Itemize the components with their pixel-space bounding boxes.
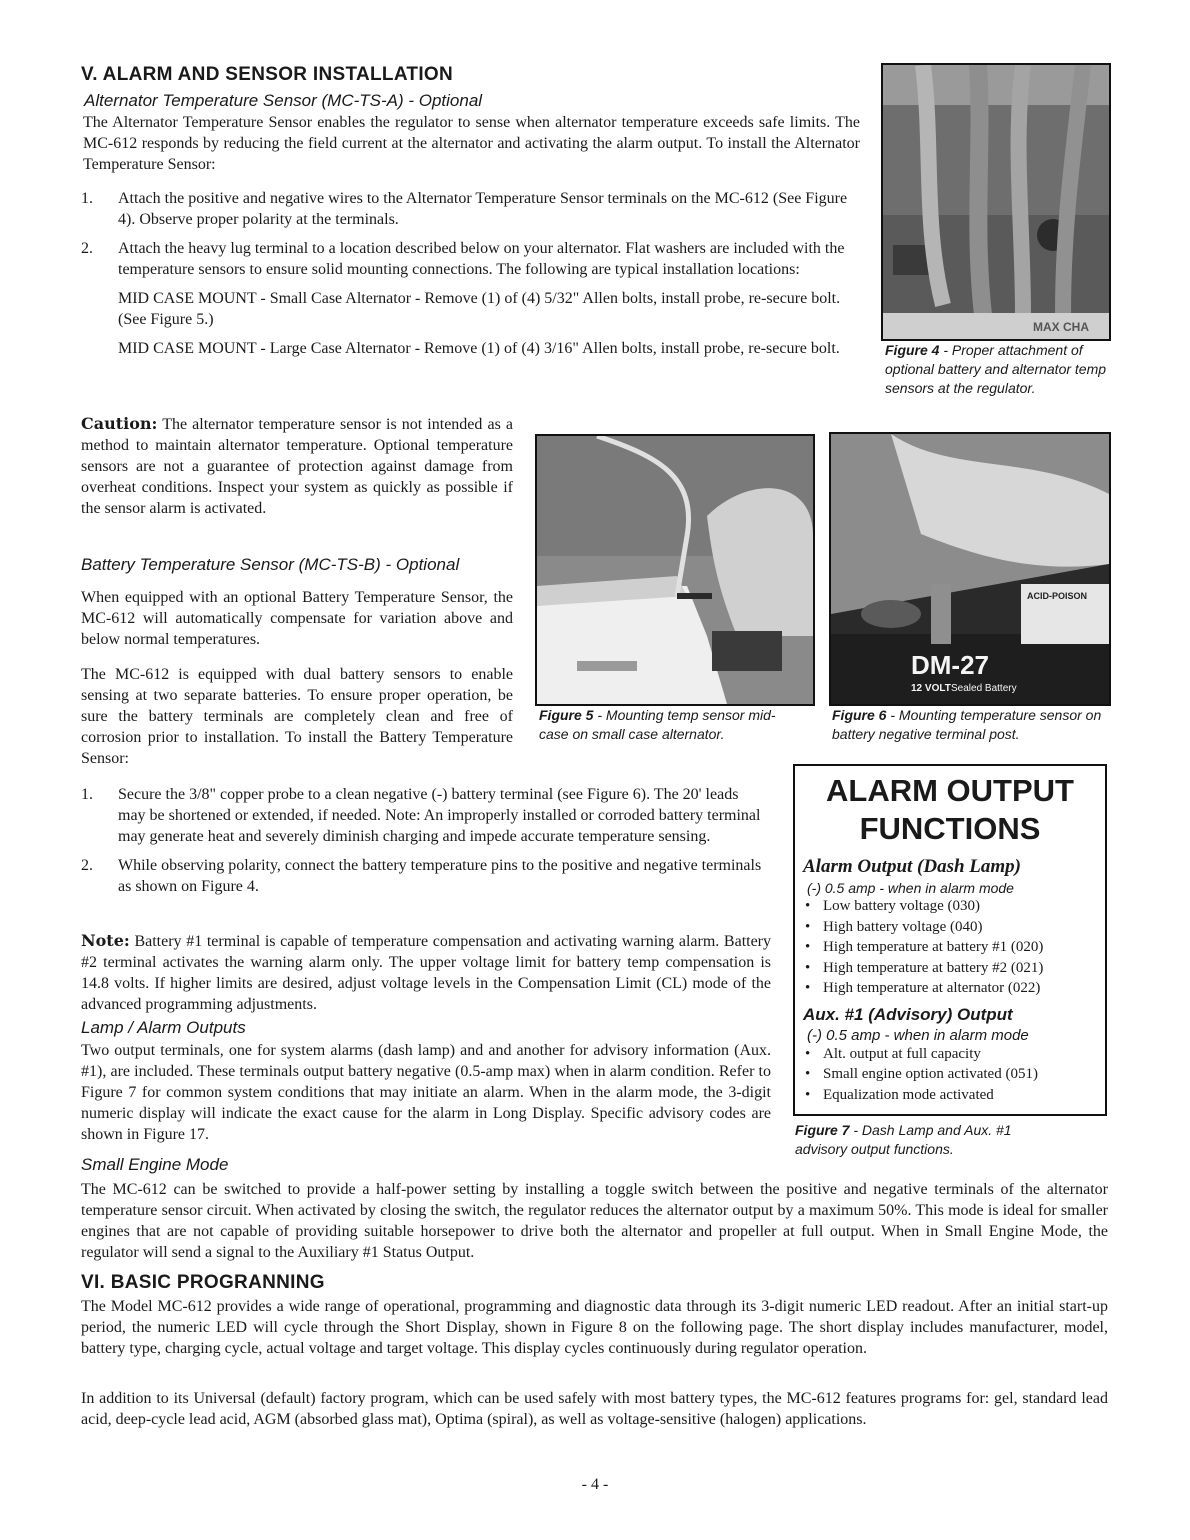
dash-lamp-amp: (-) 0.5 amp - when in alarm mode xyxy=(807,880,1014,896)
caution-text: The alternator temperature sensor is not intended as a method to maintain alternator temperature. Optional temperature sensors are not a guarantee of protection against damage from overheat conditions. Inspect your system as quickly as possible if the sensor alarm is activated. xyxy=(81,416,513,517)
caution-paragraph xyxy=(81,413,513,519)
lamp-paragraph: Two output terminals, one for system alarms (dash lamp) and and another for advisory information (Aux. #1), are included. These terminals output battery negative (0.5-amp max) when in alarm condition. Refer to Figure 7 for common system conditions that may initiate an alarm. When in the alarm mode, the 3-digit numeric display will indicate the exact cause for the alarm in Long Display. Specific advisory codes are shown in Figure 17. xyxy=(81,1042,771,1143)
list-item xyxy=(81,855,769,897)
mount-small: MID CASE MOUNT - Small Case Alternator - Remove (1) of (4) 5/32" Allen bolts, install probe, re-secure bolt. (See Figure 5.) xyxy=(118,290,841,328)
list-item xyxy=(81,784,769,847)
figure-5-caption xyxy=(539,706,799,744)
figure-5-label: Figure 5 xyxy=(539,707,594,723)
alt-steps-list xyxy=(81,188,851,359)
battery-sensor-para2: The MC-612 is equipped with dual battery sensors to enable sensing at two separate batteries. To ensure proper operation, be sure the battery terminals are completely clean and free of corrosion prior to installation. To install the Battery Temperature Sensor: xyxy=(81,666,513,767)
figure-6-photo xyxy=(829,432,1111,706)
figure-6-label: Figure 6 xyxy=(832,707,887,723)
list-text: Attach the heavy lug terminal to a location described below on your alternator. Flat washers are included with the temperature sensors to ensure solid mounting connections. The following are typical installation locations: xyxy=(118,240,845,278)
figure-4-caption xyxy=(885,341,1107,398)
list-item: • Small engine option activated (051) xyxy=(805,1064,1105,1085)
list-number: 1. xyxy=(81,786,93,803)
section-heading-6: VI. BASIC PROGRANNING xyxy=(81,1272,325,1293)
figure-7-caption xyxy=(795,1121,1055,1159)
list-item: • Low battery voltage (030) xyxy=(805,896,1105,917)
list-item: • Alt. output at full capacity xyxy=(805,1044,1105,1065)
alt-sensor-heading: Alternator Temperature Sensor (MC-TS-A) - Optional xyxy=(84,91,483,110)
figure-6-text: - Mounting temperature sensor on battery negative terminal post. xyxy=(832,707,1102,742)
battery-steps-list xyxy=(81,784,769,897)
battery-volt-text: 12 VOLT xyxy=(911,683,951,694)
figure-4-photo xyxy=(881,63,1111,341)
battery-sensor-para1: When equipped with an optional Battery Temperature Sensor, the MC-612 will automatically compensate for variation above and below normal temperatures. xyxy=(81,589,513,648)
list-number: 1. xyxy=(81,190,93,207)
small-engine-heading: Small Engine Mode xyxy=(81,1155,229,1174)
battery-label-text: ACID-POISON xyxy=(1027,591,1088,601)
figure-4-label: Figure 4 xyxy=(885,342,940,358)
battery-type-text: Sealed Battery xyxy=(951,683,1017,694)
alarm-box-title-line1: ALARM OUTPUT xyxy=(826,773,1074,808)
list-text: While observing polarity, connect the battery temperature pins to the positive and negative terminals as shown on Figure 4. xyxy=(118,857,762,895)
alarm-output-box xyxy=(793,764,1107,1116)
caution-label: Caution: xyxy=(81,414,158,433)
list-item xyxy=(81,188,851,230)
fig4-stamp-text: MAX CHA xyxy=(1033,320,1089,334)
page-number: - 4 - xyxy=(581,1476,609,1493)
note-label: Note: xyxy=(81,931,130,950)
lamp-heading: Lamp / Alarm Outputs xyxy=(81,1018,246,1037)
list-number: 2. xyxy=(81,857,93,874)
aux-heading: Aux. #1 (Advisory) Output xyxy=(803,1004,1013,1024)
programming-para1: The Model MC-612 provides a wide range of operational, programming and diagnostic data through its 3-digit numeric LED readout. After an initial start-up period, the numeric LED will cycle through the Short Display, shown in Figure 8 on the following page. The short display includes manufacturer, model, battery type, charging cycle, actual voltage and target voltage. This display cycles continuously during regulator operation. xyxy=(81,1298,1108,1357)
list-item: • High temperature at battery #2 (021) xyxy=(805,958,1105,979)
battery-model-text: DM-27 xyxy=(911,650,990,680)
small-engine-paragraph: The MC-612 can be switched to provide a half-power setting by installing a toggle switch between the positive and negative terminals of the alternator temperature sensor circuit. When activated by closing the switch, the regulator reduces the alternator output by a maximum 50%. This mode is ideal for smaller engines that are not capable of providing suitable horsepower to drive both the alternator and propeller at full output. When in Small Engine Mode, the regulator will send a signal to the Auxiliary #1 Status Output. xyxy=(81,1181,1108,1261)
mount-large: MID CASE MOUNT - Large Case Alternator - Remove (1) of (4) 3/16" Allen bolts, install probe, re-secure bolt. xyxy=(118,340,840,357)
list-item: • High temperature at alternator (022) xyxy=(805,978,1105,999)
figure-4-text: - Proper attachment of optional battery and alternator temp sensors at the regulator. xyxy=(885,342,1107,396)
alt-sensor-intro: The Alternator Temperature Sensor enables the regulator to sense when alternator temperature exceeds safe limits. The MC-612 responds by reducing the field current at the alternator and activating the alarm output. To install the Alternator Temperature Sensor: xyxy=(83,114,860,173)
list-text: Secure the 3/8" copper probe to a clean negative (-) battery terminal (see Figure 6). The 20' leads may be shortened or extended, if needed. Note: An improperly installed or corroded battery terminal may generate heat and severely diminish charging and impede accurate temperature sensing. xyxy=(118,786,761,845)
note-text: Battery #1 terminal is capable of temperature compensation and activating warning alarm. Battery #2 terminal activates the warning alarm only. The upper voltage limit for battery temp compensation is 14.8 volts. If higher limits are desired, adjust voltage levels in the Compensation Limit (CL) mode of the advanced programming adjustments. xyxy=(81,933,772,1013)
figure-7-text: - Dash Lamp and Aux. #1 advisory output functions. xyxy=(795,1122,1012,1157)
aux-list xyxy=(795,1044,1105,1106)
figure-6-caption xyxy=(832,706,1107,744)
battery-sensor-heading: Battery Temperature Sensor (MC-TS-B) - Optional xyxy=(81,555,460,574)
list-text: Attach the positive and negative wires to the Alternator Temperature Sensor terminals on the MC-612 (See Figure 4). Observe proper polarity at the terminals. xyxy=(118,190,848,228)
figure-5-photo xyxy=(535,434,815,706)
list-item: • High temperature at battery #1 (020) xyxy=(805,937,1105,958)
list-item: • High battery voltage (040) xyxy=(805,917,1105,938)
list-item xyxy=(81,238,851,280)
programming-para2: In addition to its Universal (default) factory program, which can be used safely with most battery types, the MC-612 features programs for: gel, standard lead acid, deep-cycle lead acid, AGM (absorbed glass mat), Optima (spiral), as well as voltage-sensitive (halogen) applications. xyxy=(81,1390,1108,1428)
alarm-box-title-line2: FUNCTIONS xyxy=(859,811,1041,846)
section-heading: V. ALARM AND SENSOR INSTALLATION xyxy=(81,64,454,85)
dash-lamp-list xyxy=(795,896,1105,999)
aux-amp: (-) 0.5 amp - when in alarm mode xyxy=(807,1026,1029,1044)
figure-5-text: - Mounting temp sensor mid-case on small case alternator. xyxy=(539,707,776,742)
dash-lamp-heading: Alarm Output (Dash Lamp) xyxy=(803,856,1022,877)
figure-7-label: Figure 7 xyxy=(795,1122,850,1138)
note-paragraph xyxy=(81,930,771,1015)
list-item: • Equalization mode activated xyxy=(805,1085,1105,1106)
alarm-box-title xyxy=(795,772,1105,848)
list-number: 2. xyxy=(81,240,93,257)
